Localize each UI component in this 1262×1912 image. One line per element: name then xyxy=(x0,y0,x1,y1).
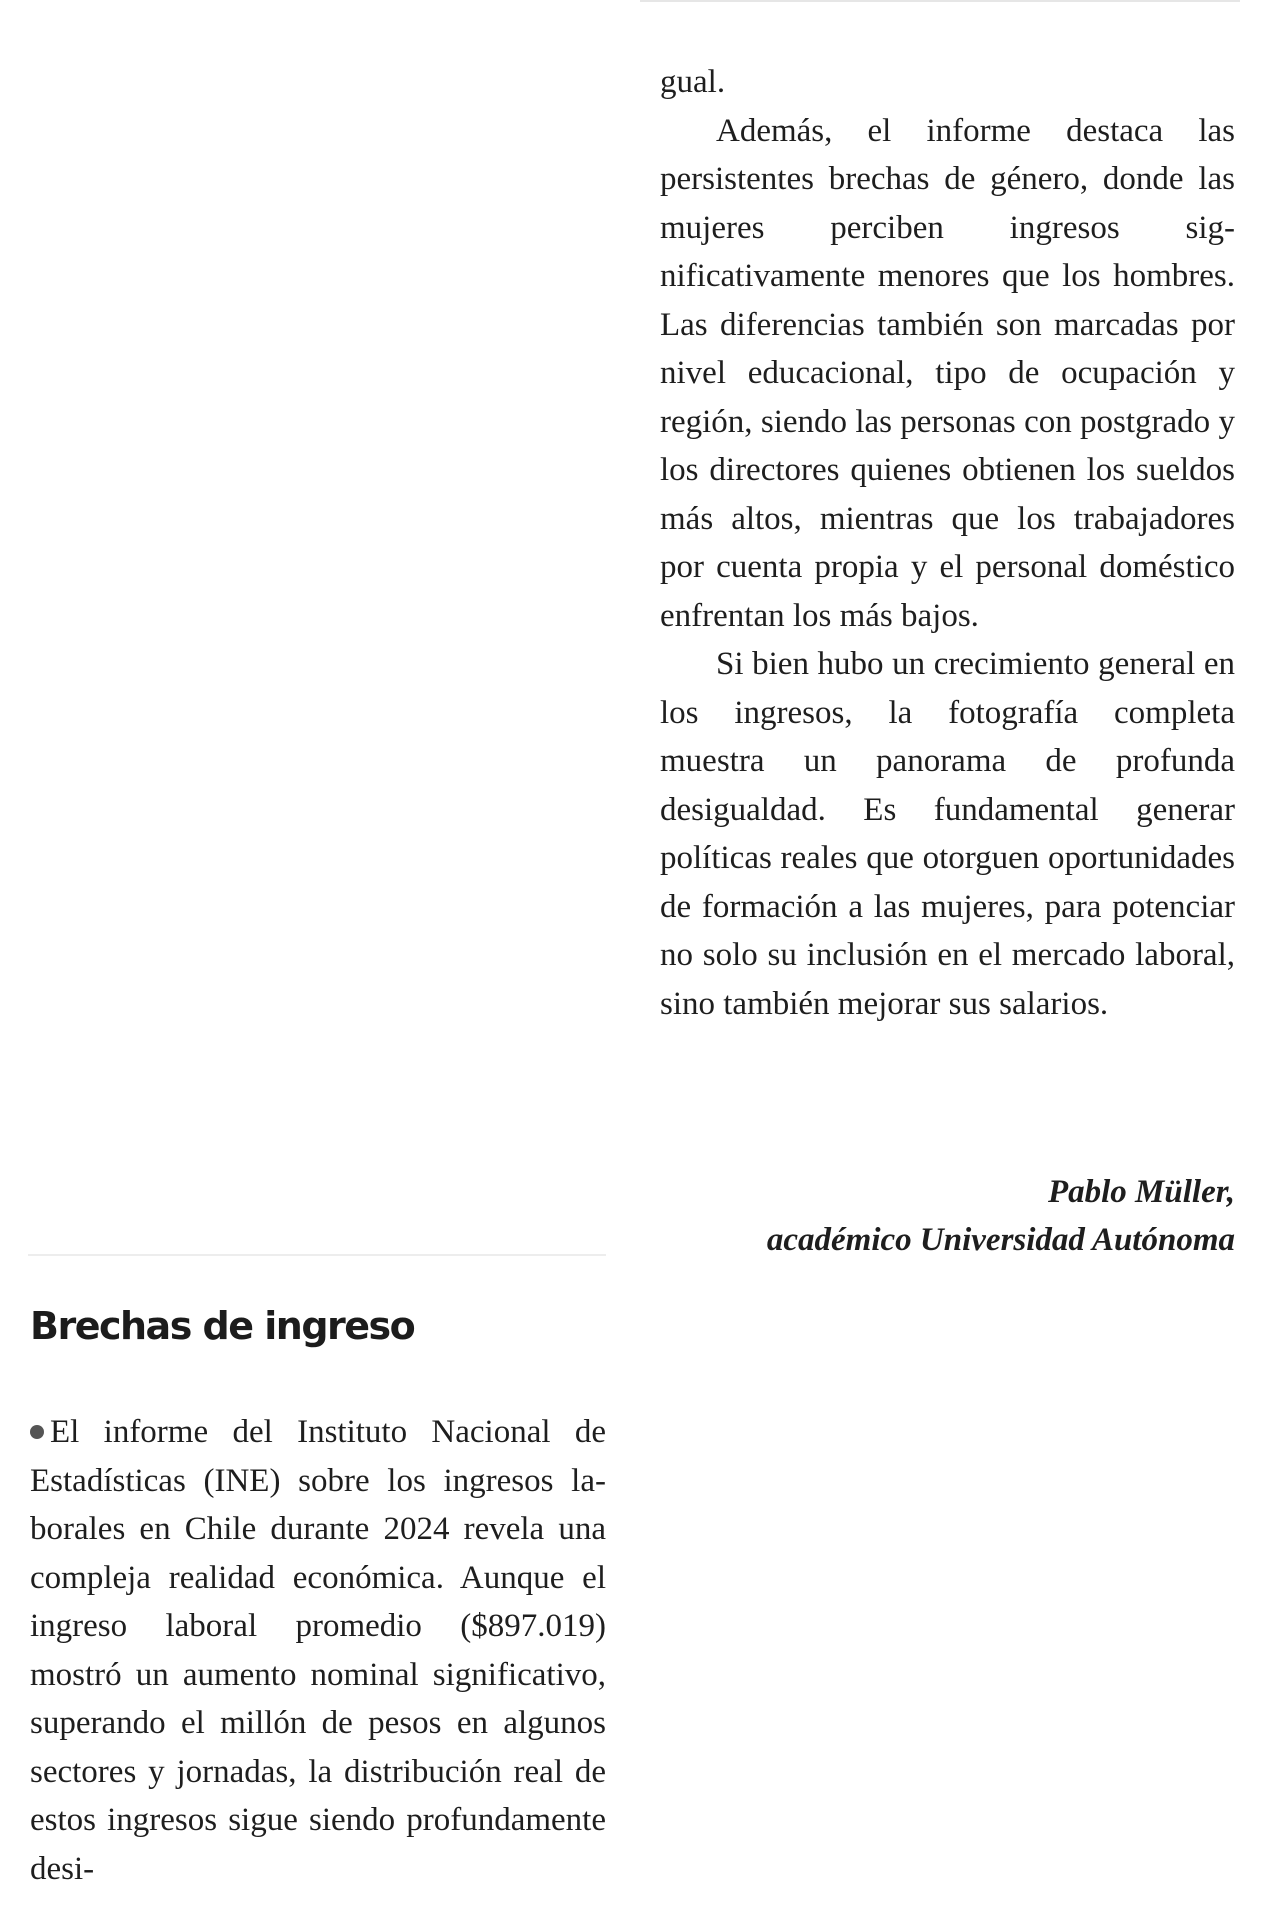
author-name: Pablo Müller, xyxy=(1047,1174,1235,1210)
article-paragraph-conclusion: Si bien hubo un crecimiento general en los ingresos, la fotografía completa muestra un panorama de profunda desigualdad. Es fundamental generar políticas reales que otorguen oportunidades de formación a las mujeres, para potenciar no solo su inclusión en el mercado laboral, sino también mejorar sus salarios. xyxy=(660,646,1235,1022)
article-paragraph-continuation: gual. xyxy=(660,64,726,100)
article-column-right xyxy=(660,58,1235,1028)
sidebar-column xyxy=(30,1408,606,1893)
sidebar-body-text: El informe del Instituto Nacional de Estadísticas (INE) sobre los ingresos laborales en Chile durante 2024 revela una compleja realidad económica. Aunque el ingreso laboral promedio ($897.019) mostró un aumento nominal significativo, superando el millón de pesos en algunos sectores y jornadas, la distribución real de estos ingresos sigue siendo profundamente desi- xyxy=(30,1414,606,1887)
bullet-dot-icon xyxy=(30,1425,44,1439)
author-signature xyxy=(635,1168,1235,1264)
sidebar-paragraph xyxy=(30,1408,606,1893)
article-paragraph-gender-gaps: Además, el informe destaca las persistentes brechas de género, donde las mujeres perciben ingresos significativamente menores que los hombres. Las diferencias también son marcadas por nivel educacional, tipo de ocupación y región, siendo las personas con postgrado y los directores quienes obtienen los sueldos más altos, mientras que los trabajadores por cuenta propia y el personal doméstico enfrentan los más bajos. xyxy=(660,112,1235,634)
top-column-edge xyxy=(640,0,1240,2)
sidebar-heading: Brechas de ingreso xyxy=(30,1304,415,1348)
section-divider xyxy=(28,1254,606,1256)
author-affiliation: académico Universidad Autónoma xyxy=(766,1222,1235,1258)
